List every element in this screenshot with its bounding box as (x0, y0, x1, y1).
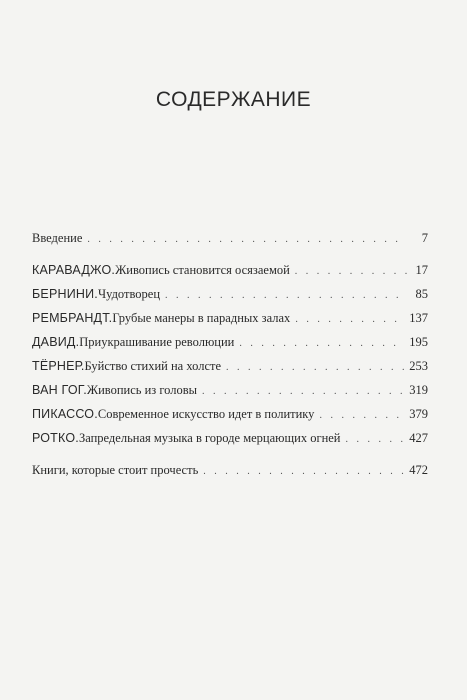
toc-entry (32, 458, 428, 482)
toc-entry-author: РОТКО. (32, 431, 79, 445)
toc-entry-title: Запредельная музыка в городе мерцающих огней (78, 431, 341, 445)
toc-entry (32, 354, 428, 378)
toc-entry-title: Грубые манеры в парадных залах (112, 311, 291, 325)
toc-entry-page: 195 (409, 335, 428, 349)
toc-leader-dots (87, 228, 407, 252)
toc-leader-dots (203, 460, 404, 484)
toc-leader-dots (346, 428, 405, 452)
toc-entry-author: ДАВИД. (32, 335, 80, 349)
toc-entry-author: БЕРНИНИ. (32, 287, 98, 301)
toc-leader-dots (319, 404, 404, 428)
toc-entry-page: 319 (409, 383, 428, 397)
toc-leader-dots (226, 356, 404, 380)
toc-entry-author: ТЁРНЕР. (32, 359, 85, 373)
toc-entry-author: КАРАВАДЖО. (32, 263, 116, 277)
toc-leader-dots (239, 332, 404, 356)
toc-entry (32, 282, 428, 306)
toc-entry (32, 402, 428, 426)
table-of-contents (32, 226, 428, 482)
toc-entry-page: 379 (409, 407, 428, 421)
toc-entry-title: Современное искусство идет в политику (97, 407, 315, 421)
toc-leader-dots (295, 308, 404, 332)
toc-entry (32, 226, 428, 250)
toc-entry-page: 7 (421, 231, 428, 245)
toc-entry (32, 378, 428, 402)
page-title: СОДЕРЖАНИЕ (155, 88, 312, 111)
toc-entry-title: Живопись становится осязаемой (115, 263, 290, 277)
toc-entry-author: ПИКАССО. (32, 407, 98, 421)
toc-entry (32, 258, 428, 282)
toc-entry-page: 137 (409, 311, 428, 325)
toc-leader-dots (295, 260, 407, 284)
toc-entry-author: ВАН ГОГ. (32, 383, 87, 397)
toc-entry (32, 426, 428, 450)
toc-entry-title: Буйство стихий на холсте (84, 359, 222, 373)
toc-entry-author: РЕМБРАНДТ. (32, 311, 113, 325)
toc-entry-title: Чудотворец (97, 287, 161, 301)
toc-entry-page: 85 (415, 287, 428, 301)
toc-leader-dots (202, 380, 404, 404)
toc-entry (32, 306, 428, 330)
toc-leader-dots (165, 284, 407, 308)
toc-entry-title: Живопись из головы (86, 383, 198, 397)
toc-entry-page: 17 (415, 263, 428, 277)
toc-entry-title: Введение (32, 231, 83, 245)
toc-entry-page: 427 (409, 431, 428, 445)
toc-entry-page: 472 (409, 463, 428, 477)
toc-entry-title: Приукрашивание революции (79, 335, 235, 349)
toc-entry-page: 253 (409, 359, 428, 373)
toc-entry-title: Книги, которые стоит прочесть (32, 463, 199, 477)
toc-entry (32, 330, 428, 354)
